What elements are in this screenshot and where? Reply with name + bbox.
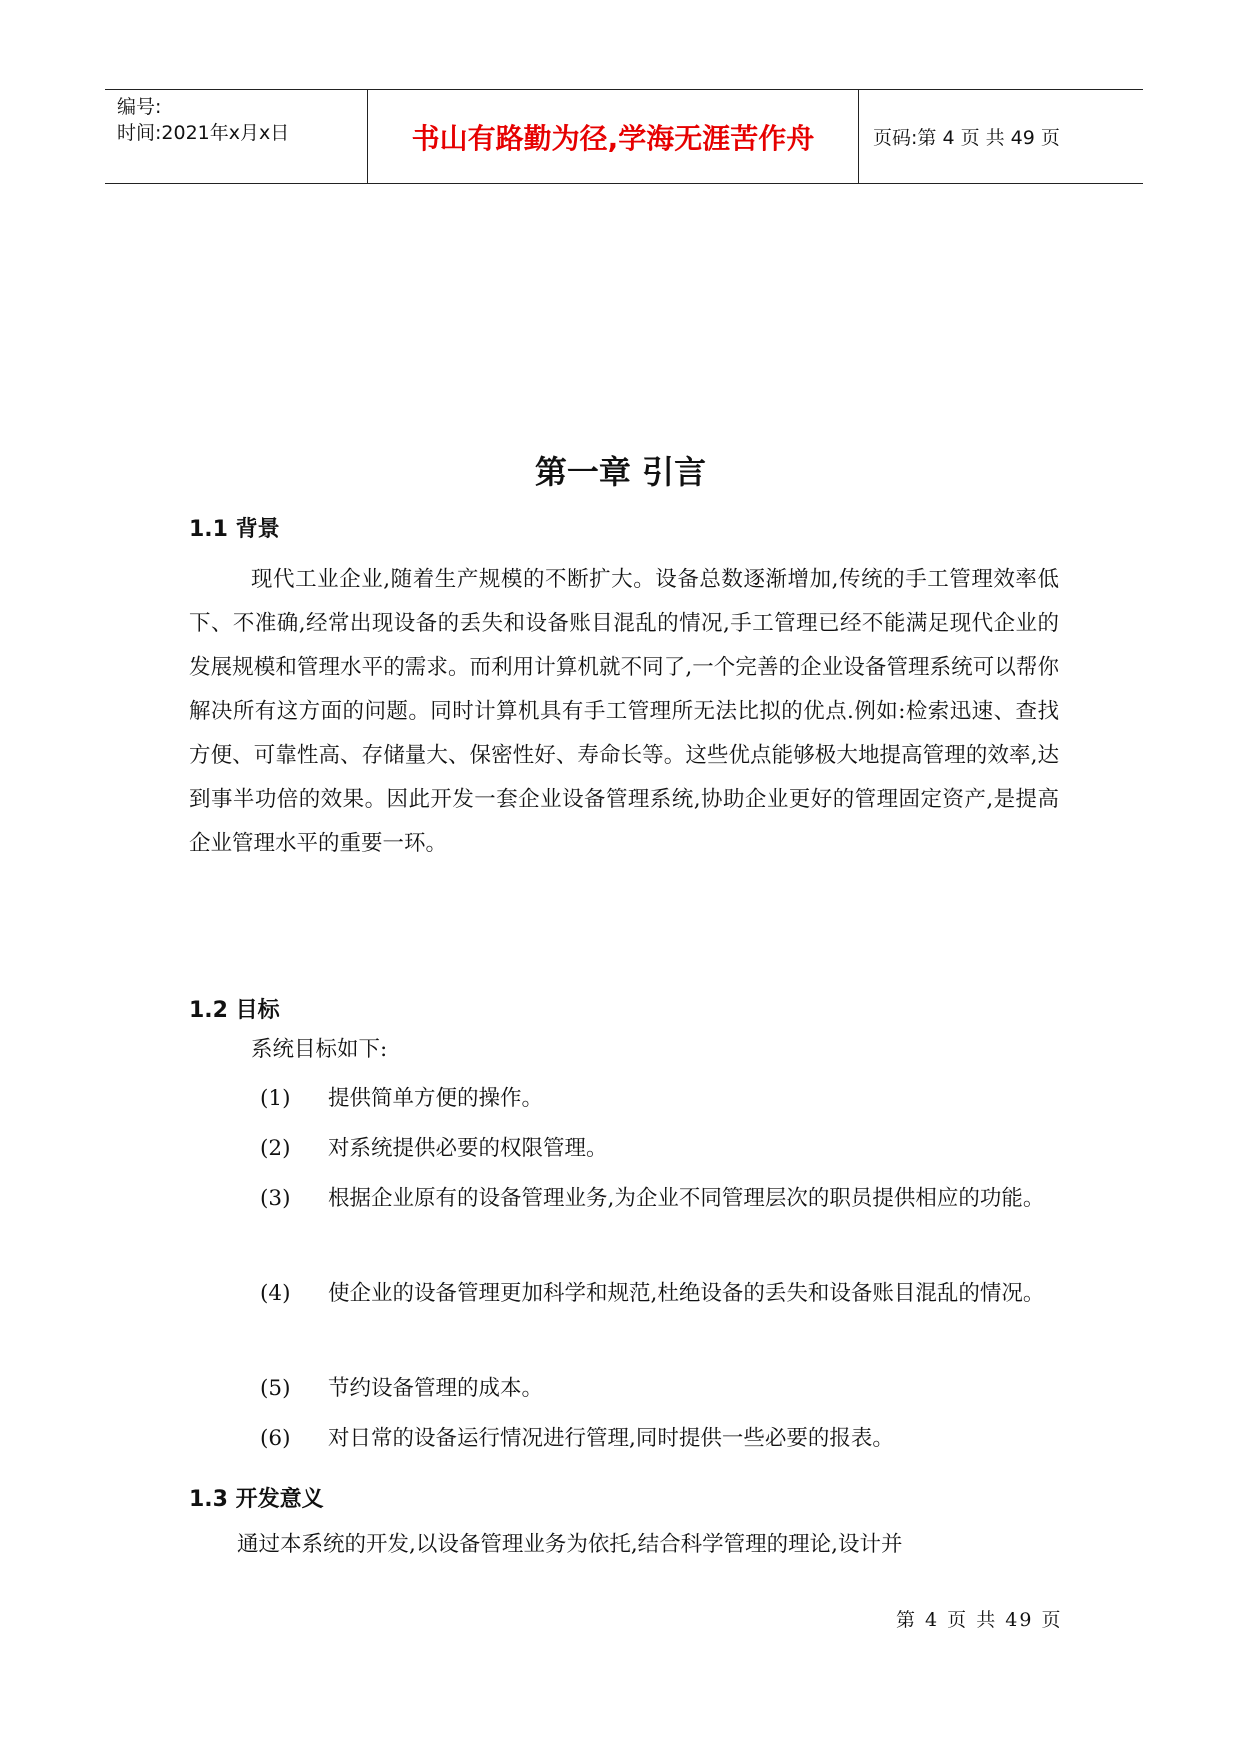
page-footer: 第 4 页 共 49 页 [896,1609,1063,1631]
goal-item-number: (1) [260,1086,291,1111]
goal-item-text: 对日常的设备运行情况进行管理,同时提供一些必要的报表。 [328,1426,894,1451]
section-title-background: 1.1 背景 [189,517,280,542]
section-title-goals: 1.2 目标 [189,998,280,1023]
header-motto: 书山有路勤为径,学海无涯苦作舟 [368,90,859,183]
chapter-title: 第一章 引言 [534,453,707,491]
header-meta [105,90,368,183]
goal-item-number: (5) [260,1376,291,1401]
goal-item-number: (6) [260,1426,291,1451]
section-title-significance: 1.3 开发意义 [189,1487,324,1512]
goal-item-number: (4) [260,1281,291,1306]
header-number-label: 编号: [117,96,162,118]
section-body-significance: 通过本系统的开发,以设备管理业务为依托,结合科学管理的理论,设计并 [237,1532,903,1557]
header-time-label: 时间:2021年x月x日 [117,122,290,144]
goal-item-text: 使企业的设备管理更加科学和规范,杜绝设备的丢失和设备账目混乱的情况。 [328,1281,1045,1306]
goal-item-number: (2) [260,1136,291,1161]
goal-item-text: 节约设备管理的成本。 [328,1376,544,1401]
goal-item-text: 对系统提供必要的权限管理。 [328,1136,608,1161]
goal-item-text: 提供简单方便的操作。 [328,1086,544,1111]
page-header [105,89,1143,184]
goal-item-text: 根据企业原有的设备管理业务,为企业不同管理层次的职员提供相应的功能。 [328,1186,1045,1211]
goal-item-number: (3) [260,1186,291,1211]
goals-intro: 系统目标如下: [251,1037,388,1062]
header-page-info: 页码:第 4 页 共 49 页 [873,127,1060,149]
section-body-background: 现代工业企业,随着生产规模的不断扩大。设备总数逐渐增加,传统的手工管理效率低下、不准确,经常出现设备的丢失和设备账目混乱的情况,手工管理已经不能满足现代企业的发展规模和管理水平的需求。而利用计算机就不同了,一个完善的企业设备管理系统可以帮你解决所有这方面的问题。同时计算机具有手工管理所无法比拟的优点.例如:检索迅速、查找方便、可靠性高、存储量大、保密性好、寿命长等。这些优点能够极大地提高管理的效率,达到事半功倍的效果。因此开发一套企业设备管理系统,协助企业更好的管理固定资产,是提高企业管理水平的重要一环。 [189,567,1059,856]
